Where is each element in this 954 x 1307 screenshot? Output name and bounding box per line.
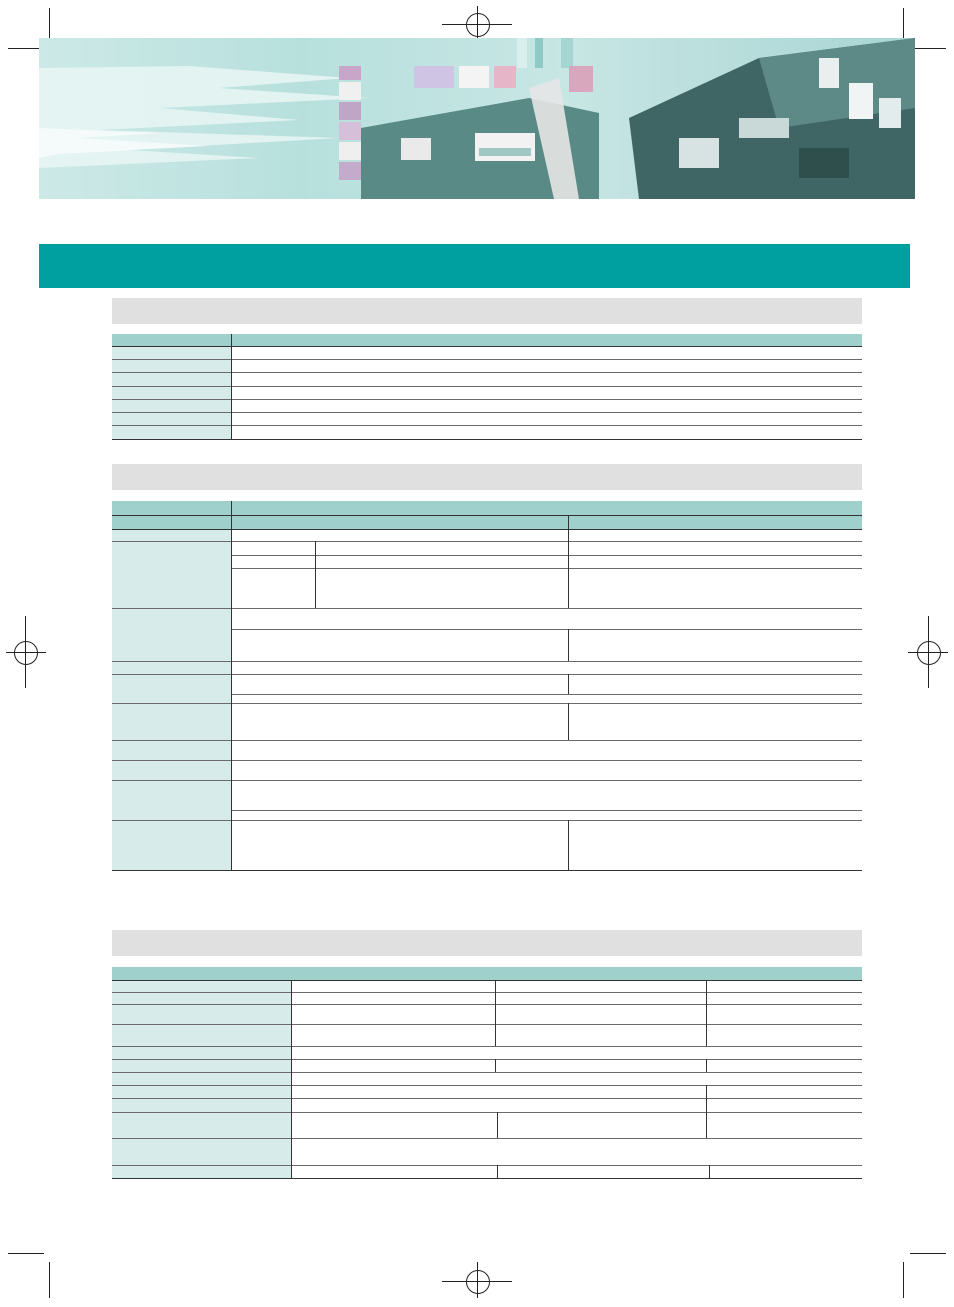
table-1-header-row: [112, 334, 862, 346]
section-2-heading: [112, 464, 862, 490]
section-1-heading: [112, 298, 862, 324]
table-3-header-row: [112, 967, 862, 980]
table-2-label-column: [112, 529, 231, 870]
table-3-label-column: [112, 980, 292, 1179]
title-band: [39, 244, 910, 288]
section-3-heading: [112, 930, 862, 956]
header-banner-image: [39, 38, 915, 199]
banner-collage: [39, 38, 915, 199]
